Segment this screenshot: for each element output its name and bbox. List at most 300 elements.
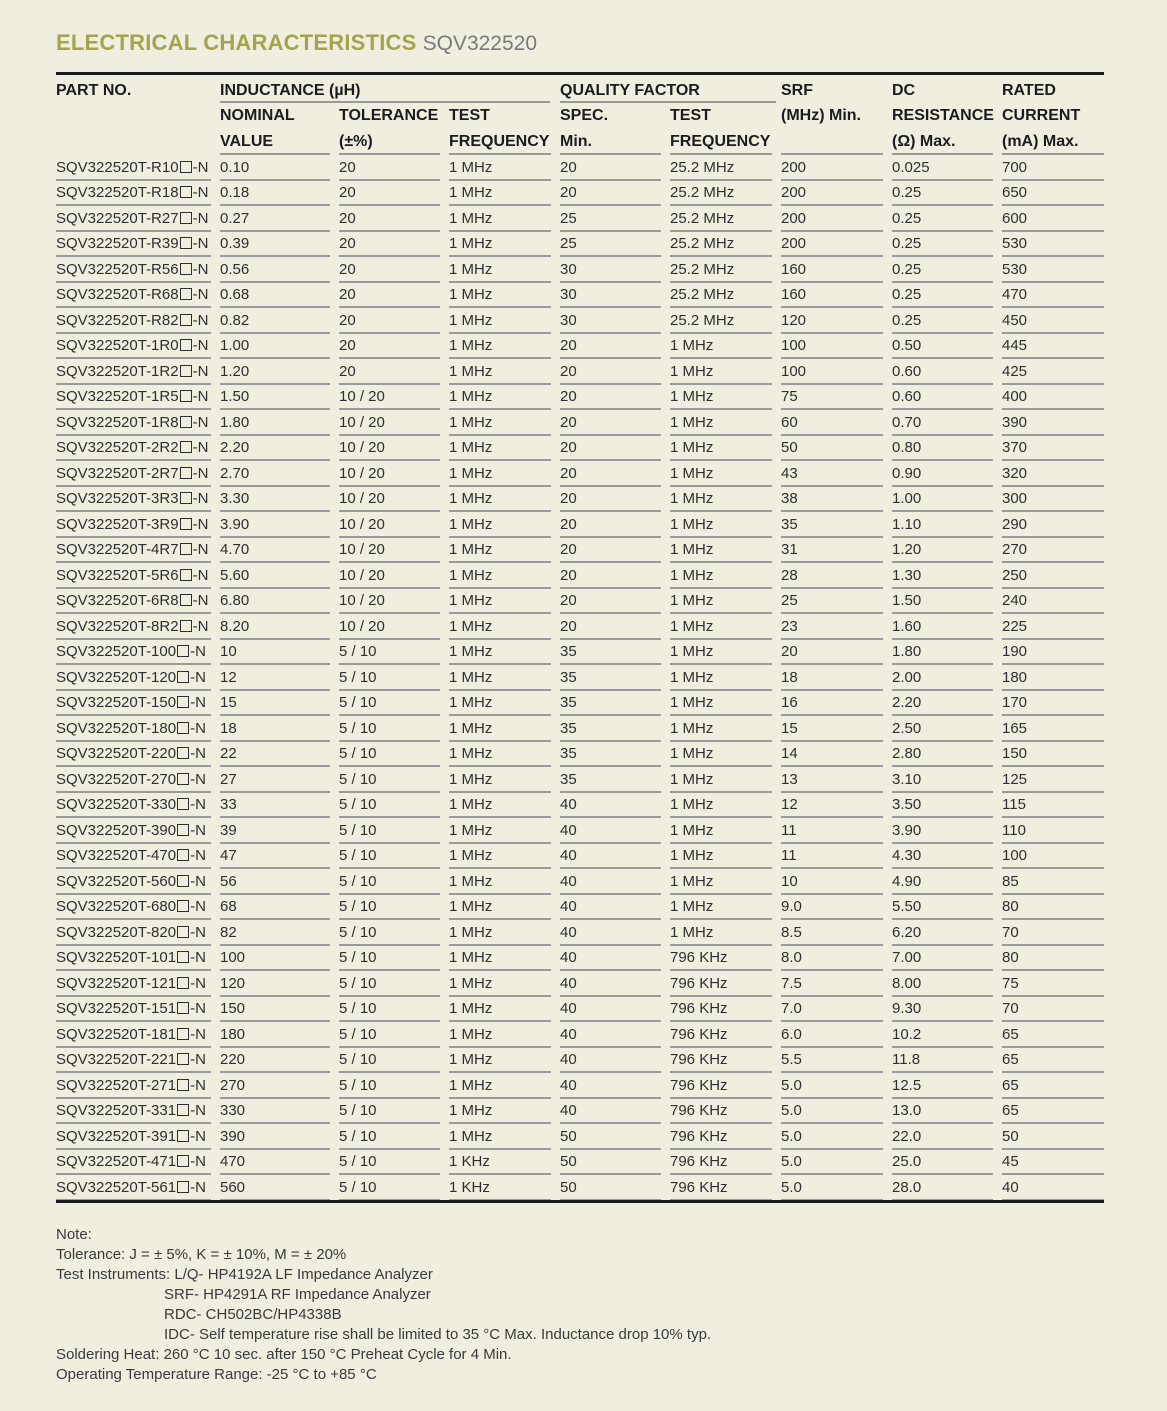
cell-gap <box>551 970 560 996</box>
cell-q-test-freq: 25.2 MHz <box>670 205 772 231</box>
cell-gap <box>772 511 781 537</box>
cell-gap <box>772 766 781 792</box>
cell-dcr: 8.00 <box>892 970 993 996</box>
part-suffix: -N <box>192 541 209 558</box>
cell-q-spec: 50 <box>560 1123 661 1149</box>
cell-part-no <box>56 766 211 792</box>
cell-q-test-freq: 796 KHz <box>670 1072 772 1098</box>
cell-current: 600 <box>1002 205 1104 231</box>
header-part-no: PART NO. <box>56 82 132 99</box>
cell-srf: 6.0 <box>781 1021 883 1047</box>
table-row <box>56 435 1104 461</box>
cell-gap <box>993 511 1002 537</box>
part-suffix: -N <box>192 388 209 405</box>
header-quality-group: QUALITY FACTOR <box>560 82 700 99</box>
cell-current: 225 <box>1002 613 1104 639</box>
cell-gap <box>330 613 339 639</box>
note-srf: SRF- HP4291A RF Impedance Analyzer <box>164 1286 431 1303</box>
cell-gap <box>211 231 220 257</box>
cell-q-test-freq: 796 KHz <box>670 945 772 971</box>
cell-nominal: 6.80 <box>220 588 330 614</box>
cell-dcr: 1.10 <box>892 511 993 537</box>
cell-q-spec: 20 <box>560 180 661 206</box>
cell-gap <box>883 996 892 1022</box>
cell-nominal: 22 <box>220 741 330 767</box>
cell-gap <box>661 690 670 716</box>
part-code: SQV322520T-R39 <box>56 235 179 252</box>
cell-part-no <box>56 996 211 1022</box>
table-row <box>56 945 1104 971</box>
cell-gap <box>993 537 1002 563</box>
cell-srf: 200 <box>781 231 883 257</box>
cell-tolerance: 10 / 20 <box>339 435 440 461</box>
cell-tolerance: 20 <box>339 358 440 384</box>
cell-gap <box>772 792 781 818</box>
tolerance-code-box-icon <box>177 849 189 861</box>
cell-dcr: 2.80 <box>892 741 993 767</box>
cell-gap <box>772 741 781 767</box>
cell-tolerance: 5 / 10 <box>339 664 440 690</box>
cell-gap <box>211 639 220 665</box>
cell-gap <box>440 613 449 639</box>
cell-dcr: 1.00 <box>892 486 993 512</box>
note-heading: Note: <box>56 1226 92 1243</box>
tolerance-code-box-icon <box>180 416 192 428</box>
cell-gap <box>211 562 220 588</box>
cell-tolerance: 20 <box>339 307 440 333</box>
part-suffix: -N <box>192 617 209 635</box>
cell-gap <box>661 843 670 869</box>
part-suffix: -N <box>192 566 209 584</box>
cell-gap <box>330 1072 339 1098</box>
cell-gap <box>211 715 220 741</box>
cell-gap <box>661 333 670 359</box>
cell-part-no <box>56 868 211 894</box>
part-code: SQV322520T-470 <box>56 847 177 864</box>
table-row <box>56 231 1104 257</box>
tolerance-code-box-icon <box>180 263 192 275</box>
cell-test-freq: 1 MHz <box>449 435 551 461</box>
cell-gap <box>883 690 892 716</box>
part-code: SQV322520T-1R8 <box>56 413 179 431</box>
cell-gap <box>211 741 220 767</box>
cell-q-test-freq: 1 MHz <box>670 792 772 818</box>
cell-gap <box>661 1174 670 1200</box>
cell-gap <box>330 715 339 741</box>
cell-dcr: 0.25 <box>892 231 993 257</box>
cell-part-no <box>56 613 211 639</box>
cell-q-test-freq: 1 MHz <box>670 843 772 869</box>
cell-q-test-freq: 1 MHz <box>670 588 772 614</box>
cell-tolerance: 5 / 10 <box>339 1174 440 1200</box>
cell-current: 300 <box>1002 486 1104 512</box>
cell-gap <box>883 588 892 614</box>
cell-gap <box>330 1174 339 1200</box>
tolerance-code-box-icon <box>180 288 192 300</box>
cell-tolerance: 20 <box>339 282 440 308</box>
table-top-rule <box>56 72 1104 75</box>
part-code: SQV322520T-R27 <box>56 209 179 227</box>
cell-gap <box>551 409 560 435</box>
cell-test-freq: 1 MHz <box>449 792 551 818</box>
cell-gap <box>211 1072 220 1098</box>
cell-dcr: 0.25 <box>892 282 993 308</box>
cell-tolerance: 5 / 10 <box>339 1021 440 1047</box>
cell-gap <box>551 919 560 945</box>
cell-part-no <box>56 384 211 410</box>
note-operating: Operating Temperature Range: -25 °C to +85 °C <box>56 1366 377 1383</box>
part-suffix: -N <box>190 872 206 890</box>
part-suffix: -N <box>190 1025 206 1043</box>
cell-gap <box>883 664 892 690</box>
cell-gap <box>440 996 449 1022</box>
cell-gap <box>551 537 560 563</box>
part-suffix: -N <box>192 260 209 278</box>
cell-tolerance: 10 / 20 <box>339 613 440 639</box>
cell-gap <box>211 333 220 359</box>
cell-gap <box>211 1149 220 1175</box>
part-code: SQV322520T-330 <box>56 796 177 813</box>
cell-gap <box>661 639 670 665</box>
part-code: SQV322520T-100 <box>56 643 177 660</box>
cell-tolerance: 10 / 20 <box>339 384 440 410</box>
part-code: SQV322520T-820 <box>56 923 177 941</box>
cell-test-freq: 1 MHz <box>449 715 551 741</box>
part-suffix: -N <box>190 1000 206 1017</box>
header-rated-1: RATED <box>1002 82 1056 99</box>
cell-part-no <box>56 919 211 945</box>
cell-gap <box>772 996 781 1022</box>
cell-test-freq: 1 KHz <box>449 1174 551 1200</box>
cell-test-freq: 1 MHz <box>449 588 551 614</box>
cell-nominal: 0.18 <box>220 180 330 206</box>
cell-q-test-freq: 1 MHz <box>670 766 772 792</box>
cell-gap <box>883 894 892 920</box>
tolerance-code-box-icon <box>177 798 189 810</box>
cell-gap <box>440 256 449 282</box>
cell-gap <box>551 690 560 716</box>
part-code: SQV322520T-R68 <box>56 286 179 303</box>
cell-gap <box>661 358 670 384</box>
cell-test-freq: 1 MHz <box>449 817 551 843</box>
cell-part-no <box>56 970 211 996</box>
cell-q-spec: 30 <box>560 256 661 282</box>
table-row <box>56 868 1104 894</box>
part-suffix: -N <box>192 362 209 380</box>
cell-srf: 7.5 <box>781 970 883 996</box>
cell-gap <box>330 741 339 767</box>
part-code: SQV322520T-560 <box>56 872 177 890</box>
cell-current: 650 <box>1002 180 1104 206</box>
cell-dcr: 0.25 <box>892 205 993 231</box>
cell-gap <box>330 384 339 410</box>
cell-q-test-freq: 1 MHz <box>670 460 772 486</box>
cell-gap <box>440 664 449 690</box>
part-code: SQV322520T-271 <box>56 1076 177 1094</box>
cell-q-test-freq: 25.2 MHz <box>670 155 772 180</box>
cell-tolerance: 5 / 10 <box>339 945 440 971</box>
cell-current: 70 <box>1002 919 1104 945</box>
cell-q-spec: 40 <box>560 1021 661 1047</box>
table-row <box>56 1047 1104 1073</box>
cell-gap <box>661 766 670 792</box>
cell-gap <box>772 384 781 410</box>
cell-gap <box>551 1098 560 1124</box>
cell-gap <box>211 868 220 894</box>
cell-nominal: 82 <box>220 919 330 945</box>
cell-gap <box>330 792 339 818</box>
cell-dcr: 25.0 <box>892 1149 993 1175</box>
cell-tolerance: 5 / 10 <box>339 766 440 792</box>
table-row <box>56 715 1104 741</box>
cell-tolerance: 10 / 20 <box>339 409 440 435</box>
cell-gap <box>551 1072 560 1098</box>
cell-dcr: 3.10 <box>892 766 993 792</box>
part-code: SQV322520T-3R3 <box>56 490 179 507</box>
cell-q-spec: 40 <box>560 919 661 945</box>
cell-gap <box>883 435 892 461</box>
cell-part-no <box>56 155 211 180</box>
tolerance-code-box-icon <box>177 645 189 657</box>
cell-srf: 160 <box>781 282 883 308</box>
cell-gap <box>661 205 670 231</box>
cell-q-spec: 40 <box>560 1072 661 1098</box>
cell-gap <box>440 435 449 461</box>
cell-dcr: 0.70 <box>892 409 993 435</box>
cell-q-test-freq: 796 KHz <box>670 996 772 1022</box>
cell-gap <box>211 690 220 716</box>
table-row <box>56 843 1104 869</box>
cell-gap <box>883 1098 892 1124</box>
part-code: SQV322520T-471 <box>56 1153 177 1170</box>
tolerance-code-box-icon <box>177 1028 189 1040</box>
cell-q-test-freq: 25.2 MHz <box>670 307 772 333</box>
part-code: SQV322520T-180 <box>56 719 177 737</box>
cell-srf: 25 <box>781 588 883 614</box>
part-code: SQV322520T-391 <box>56 1127 177 1145</box>
table-row <box>56 511 1104 537</box>
cell-srf: 20 <box>781 639 883 665</box>
cell-gap <box>772 715 781 741</box>
cell-gap <box>440 486 449 512</box>
header-dc-2: RESISTANCE <box>892 107 994 124</box>
tolerance-code-box-icon <box>180 186 192 198</box>
cell-gap <box>772 435 781 461</box>
tolerance-code-box-icon <box>180 212 192 224</box>
header-tolerance-2: (±%) <box>339 133 373 150</box>
cell-srf: 100 <box>781 333 883 359</box>
cell-test-freq: 1 MHz <box>449 690 551 716</box>
cell-gap <box>440 180 449 206</box>
cell-gap <box>772 868 781 894</box>
cell-srf: 7.0 <box>781 996 883 1022</box>
cell-gap <box>330 435 339 461</box>
cell-srf: 9.0 <box>781 894 883 920</box>
cell-gap <box>772 894 781 920</box>
cell-gap <box>883 945 892 971</box>
cell-q-spec: 35 <box>560 639 661 665</box>
cell-gap <box>440 1072 449 1098</box>
part-suffix: -N <box>190 745 206 762</box>
cell-test-freq: 1 MHz <box>449 1047 551 1073</box>
cell-gap <box>211 460 220 486</box>
cell-dcr: 1.80 <box>892 639 993 665</box>
cell-gap <box>551 562 560 588</box>
table-row <box>56 766 1104 792</box>
cell-gap <box>440 1174 449 1200</box>
part-suffix: -N <box>192 158 209 176</box>
cell-gap <box>440 843 449 869</box>
cell-gap <box>330 817 339 843</box>
cell-q-test-freq: 1 MHz <box>670 613 772 639</box>
cell-gap <box>772 231 781 257</box>
cell-gap <box>993 562 1002 588</box>
cell-gap <box>440 1098 449 1124</box>
cell-nominal: 18 <box>220 715 330 741</box>
cell-gap <box>330 155 339 180</box>
cell-current: 100 <box>1002 843 1104 869</box>
cell-part-no <box>56 435 211 461</box>
cell-gap <box>661 1123 670 1149</box>
cell-gap <box>772 282 781 308</box>
cell-dcr: 3.90 <box>892 817 993 843</box>
cell-srf: 75 <box>781 384 883 410</box>
cell-nominal: 470 <box>220 1149 330 1175</box>
title-model: SQV322520 <box>422 32 538 55</box>
table-row <box>56 817 1104 843</box>
cell-tolerance: 5 / 10 <box>339 1072 440 1098</box>
cell-test-freq: 1 MHz <box>449 511 551 537</box>
part-code: SQV322520T-R18 <box>56 184 179 201</box>
cell-tolerance: 10 / 20 <box>339 562 440 588</box>
table-row <box>56 1149 1104 1175</box>
cell-gap <box>551 868 560 894</box>
tolerance-code-box-icon <box>177 926 189 938</box>
cell-srf: 8.0 <box>781 945 883 971</box>
cell-nominal: 5.60 <box>220 562 330 588</box>
cell-gap <box>440 409 449 435</box>
cell-tolerance: 10 / 20 <box>339 537 440 563</box>
cell-dcr: 3.50 <box>892 792 993 818</box>
cell-gap <box>330 409 339 435</box>
cell-nominal: 1.50 <box>220 384 330 410</box>
cell-srf: 5.0 <box>781 1098 883 1124</box>
cell-nominal: 4.70 <box>220 537 330 563</box>
cell-test-freq: 1 MHz <box>449 894 551 920</box>
header-srf-1: SRF <box>781 82 813 99</box>
cell-dcr: 4.30 <box>892 843 993 869</box>
cell-q-spec: 40 <box>560 1047 661 1073</box>
part-suffix: -N <box>192 311 209 329</box>
table-row <box>56 894 1104 920</box>
cell-srf: 200 <box>781 155 883 180</box>
cell-gap <box>330 256 339 282</box>
cell-test-freq: 1 MHz <box>449 868 551 894</box>
cell-nominal: 0.10 <box>220 155 330 180</box>
tolerance-code-box-icon <box>180 569 192 581</box>
part-code: SQV322520T-1R0 <box>56 337 179 354</box>
table-row <box>56 180 1104 206</box>
cell-dcr: 2.50 <box>892 715 993 741</box>
cell-gap <box>440 155 449 180</box>
part-suffix: -N <box>190 694 206 711</box>
cell-gap <box>993 486 1002 512</box>
tolerance-code-box-icon <box>177 977 189 989</box>
part-suffix: -N <box>190 898 206 915</box>
cell-gap <box>772 690 781 716</box>
cell-tolerance: 10 / 20 <box>339 486 440 512</box>
part-code: SQV322520T-150 <box>56 694 177 711</box>
cell-q-test-freq: 25.2 MHz <box>670 231 772 257</box>
cell-gap <box>993 1021 1002 1047</box>
cell-q-test-freq: 1 MHz <box>670 715 772 741</box>
cell-gap <box>440 639 449 665</box>
cell-gap <box>330 843 339 869</box>
part-suffix: -N <box>190 796 206 813</box>
cell-gap <box>993 919 1002 945</box>
cell-gap <box>661 970 670 996</box>
cell-gap <box>661 715 670 741</box>
cell-gap <box>661 741 670 767</box>
part-code: SQV322520T-4R7 <box>56 541 179 558</box>
part-code: SQV322520T-101 <box>56 949 177 966</box>
cell-gap <box>993 307 1002 333</box>
cell-q-spec: 20 <box>560 486 661 512</box>
part-suffix: -N <box>192 592 209 609</box>
table-body <box>56 155 1104 1200</box>
cell-srf: 16 <box>781 690 883 716</box>
cell-dcr: 9.30 <box>892 996 993 1022</box>
part-code: SQV322520T-R56 <box>56 260 179 278</box>
cell-gap <box>993 333 1002 359</box>
cell-gap <box>883 970 892 996</box>
cell-gap <box>993 155 1002 180</box>
cell-current: 150 <box>1002 741 1104 767</box>
cell-gap <box>551 1021 560 1047</box>
cell-gap <box>883 766 892 792</box>
table-row <box>56 690 1104 716</box>
header-inductance-underline <box>220 101 550 103</box>
cell-gap <box>993 613 1002 639</box>
cell-dcr: 1.60 <box>892 613 993 639</box>
cell-test-freq: 1 MHz <box>449 970 551 996</box>
note-soldering: Soldering Heat: 260 °C 10 sec. after 150 °C Preheat Cycle for 4 Min. <box>56 1346 512 1363</box>
cell-test-freq: 1 MHz <box>449 1123 551 1149</box>
cell-nominal: 1.20 <box>220 358 330 384</box>
cell-part-no <box>56 205 211 231</box>
cell-gap <box>330 1047 339 1073</box>
header-qtest-2: FREQUENCY <box>670 133 771 150</box>
cell-q-test-freq: 25.2 MHz <box>670 282 772 308</box>
cell-srf: 43 <box>781 460 883 486</box>
header-rated-3: (mA) Max. <box>1002 133 1079 150</box>
cell-dcr: 0.50 <box>892 333 993 359</box>
cell-srf: 28 <box>781 562 883 588</box>
cell-q-spec: 40 <box>560 1098 661 1124</box>
cell-gap <box>551 511 560 537</box>
cell-q-test-freq: 1 MHz <box>670 664 772 690</box>
cell-q-test-freq: 1 MHz <box>670 511 772 537</box>
part-code: SQV322520T-1R5 <box>56 388 179 405</box>
tolerance-code-box-icon <box>180 237 192 249</box>
cell-test-freq: 1 MHz <box>449 486 551 512</box>
cell-dcr: 4.90 <box>892 868 993 894</box>
cell-gap <box>551 435 560 461</box>
table-row <box>56 970 1104 996</box>
cell-gap <box>440 792 449 818</box>
cell-gap <box>661 868 670 894</box>
cell-gap <box>883 843 892 869</box>
